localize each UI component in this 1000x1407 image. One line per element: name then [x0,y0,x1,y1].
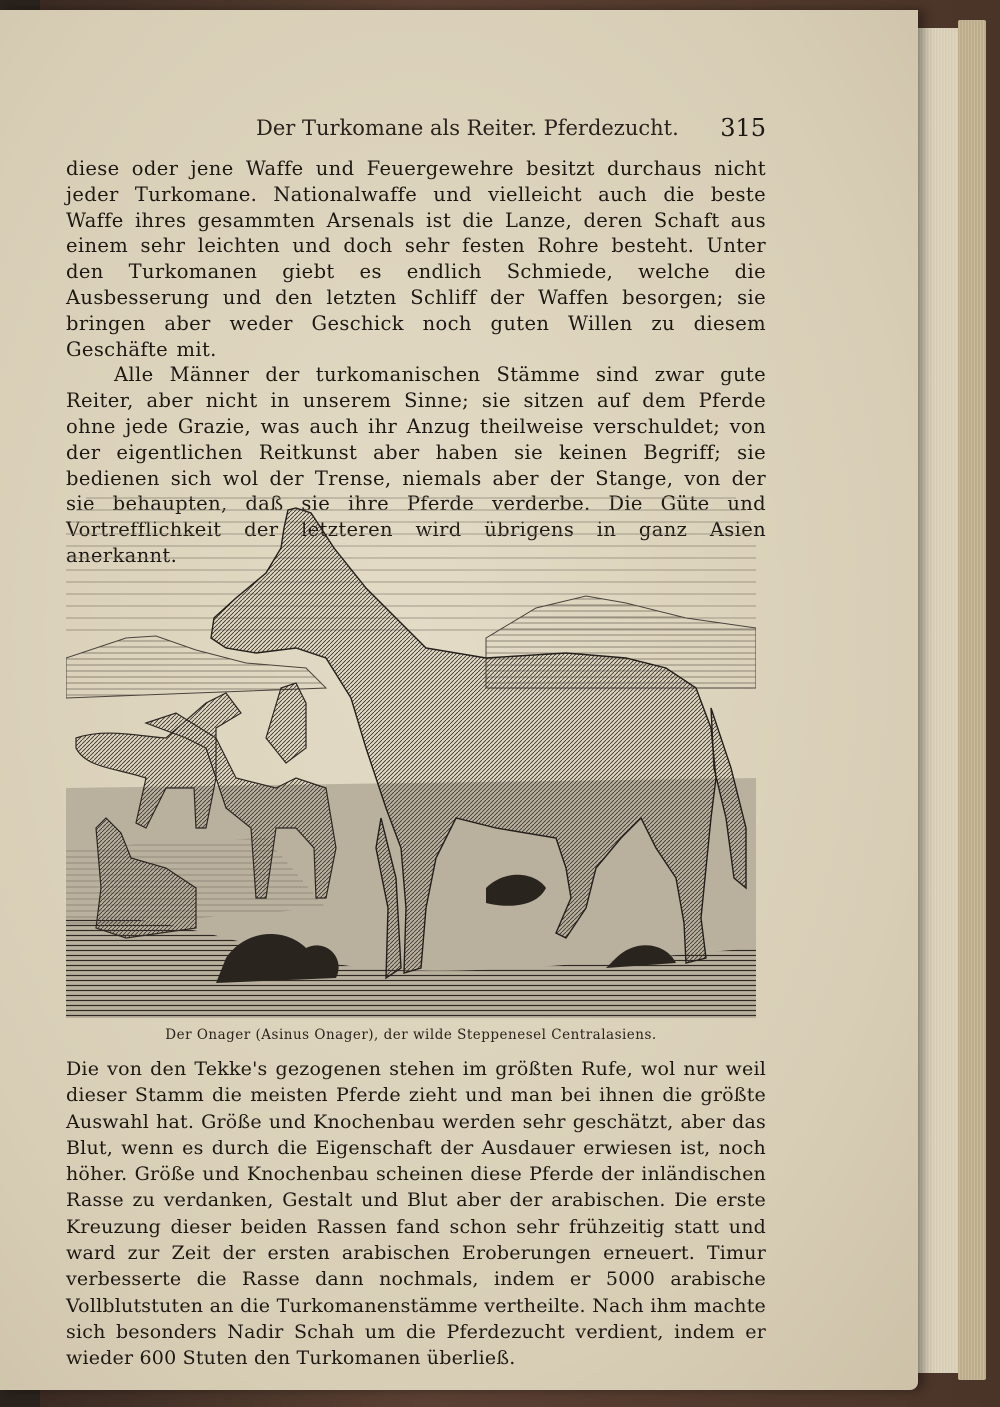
page-number: 315 [720,114,766,142]
paragraph: diese oder jene Waffe und Feuergewehre besitzt durchaus nicht jeder Turkomane. Nationalwaffe und vielleicht auch die beste Waffe ihres gesammten Arsenals ist die Lanze, deren Schaft aus einem sehr leichten und doch sehr festen Rohre besteht. Unter den Turkomanen giebt es endlich Schmiede, welche die Ausbesserung und den letzten Schliff der Waffen besorgen; sie bringen aber weder Geschick noch guten Willen zu diesem Geschäfte mit. [66,157,766,361]
text-block-bottom [66,1056,766,1372]
book-page [0,10,918,1390]
figure-caption: Der Onager (Asinus Onager), der wilde Steppenesel Centralasiens. [165,1027,657,1043]
page-header [66,110,766,150]
cover-edge [958,20,986,1380]
running-head: Der Turkomane als Reiter. Pferdezucht. [256,116,679,140]
onager-illustration [66,488,756,1018]
paragraph: Die von den Tekke's gezogenen stehen im größten Rufe, wol nur weil dieser Stamm die meisten Pferde zieht und man bei ihnen die größte Auswahl hat. Größe und Knochenbau werden sehr geschätzt, aber das Blut, wenn es durch die Eigenschaft der Ausdauer erwiesen ist, noch höher. Größe und Knochenbau scheinen diese Pferde der inländischen Rasse zu verdanken, Gestalt und Blut aber der arabischen. Die erste Kreuzung dieser beiden Rassen fand schon sehr frühzeitig statt und ward zur Zeit der ersten arabischen Eroberungen erneuert. Timur verbesserte die Rasse dann nochmals, indem er 5000 arabische Vollblutstuten an die Turkomanenstämme vertheilte. Nach ihm machte sich besonders Nadir Schah um die Pferdezucht verdient, indem er wieder 600 Stuten den Turkomanen überließ. [66,1058,766,1370]
paragraph: Alle Männer der turkomanischen Stämme sind zwar gute Reiter, aber nicht in unserem Sinne; sie sitzen auf dem Pferde ohne jede Grazie, was auch ihr Anzug theilweise verschuldet; von der eigentlichen Reitkunst aber haben sie keinen Begriff; sie bedienen sich wol der Trense, niemals aber der Stange, von der sie behaupten, daß sie ihre Pferde verderbe. Die Güte und Vortrefflichkeit der letzteren wird übrigens in ganz Asien anerkannt. [66,363,766,567]
